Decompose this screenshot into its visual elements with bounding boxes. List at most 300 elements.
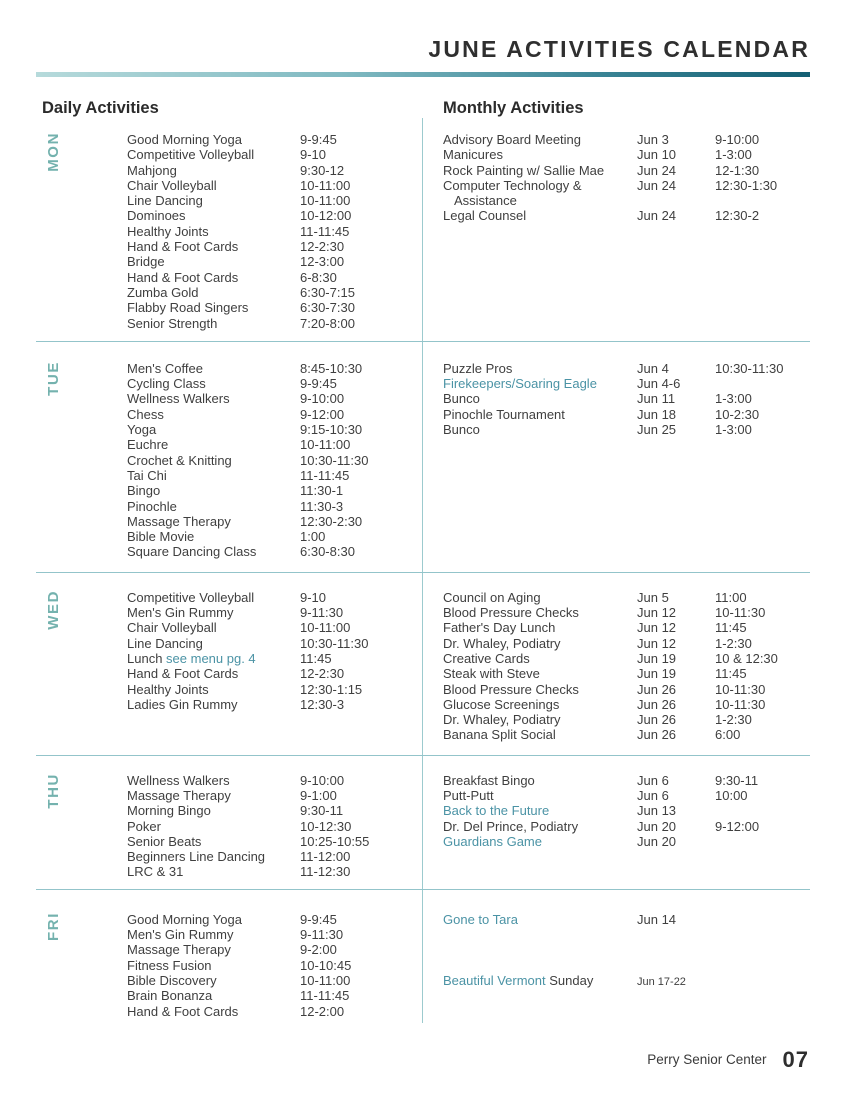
activity-time: 6:30-7:30	[300, 300, 355, 316]
activity-name-line	[127, 468, 300, 483]
activity-date: Jun 5	[637, 589, 669, 605]
activity-name: Hand & Foot Cards	[127, 666, 239, 682]
daily-activity-row	[127, 849, 422, 864]
activity-time: 10-11:00	[300, 437, 351, 453]
activity-name-line	[443, 712, 637, 727]
activity-name: Massage Therapy	[127, 513, 231, 529]
activity-name: Mahjong	[127, 162, 177, 178]
activity-time: 9-11:30	[300, 927, 344, 943]
activity-name: Men's Gin Rummy	[127, 927, 234, 943]
monthly-activities-list	[422, 890, 810, 1023]
activity-name-line	[127, 453, 300, 468]
activity-name: Dr. Whaley, Podiatry	[443, 635, 561, 651]
day-label: WED	[45, 589, 62, 630]
activity-name: Ladies Gin Rummy	[127, 696, 238, 712]
activity-name-line	[443, 178, 637, 193]
activity-name-line	[127, 529, 300, 544]
activity-name-cell	[127, 682, 300, 697]
activity-time: 7:20-8:00	[300, 315, 355, 331]
activity-name: Chair Volleyball	[127, 177, 217, 193]
activity-name-cell	[127, 834, 300, 849]
organization-name: Perry Senior Center	[647, 1052, 767, 1068]
activity-name-cell	[127, 147, 300, 162]
activity-name-cell	[443, 605, 637, 620]
daily-activity-row	[127, 864, 422, 879]
monthly-activity-row	[443, 697, 810, 712]
activity-name-line	[127, 927, 300, 942]
activity-name-line	[127, 391, 300, 406]
activity-name-line	[127, 697, 300, 712]
daily-activity-row	[127, 316, 422, 331]
activity-link[interactable]: Firekeepers/Soaring Eagle	[443, 376, 597, 392]
activity-date: Jun 12	[637, 635, 677, 651]
activity-date: Jun 13	[637, 803, 677, 819]
activity-name-cell	[127, 912, 300, 927]
activity-name-cell	[127, 132, 300, 147]
activity-name-cell	[127, 958, 300, 973]
monthly-activity-row	[443, 590, 810, 605]
activity-name-cell	[127, 300, 300, 315]
activity-name: Wellness Walkers	[127, 391, 230, 407]
activity-time: 12-2:30	[300, 239, 345, 255]
activity-name-line	[443, 819, 637, 834]
activity-name: Dominoes	[127, 208, 186, 224]
monthly-activity-row	[443, 361, 810, 376]
monthly-activity-row	[443, 163, 810, 178]
activity-date: Jun 20	[637, 833, 677, 849]
activity-time: 11:30-1	[300, 483, 344, 499]
monthly-activity-row	[443, 147, 810, 162]
activity-name-cell	[127, 178, 300, 193]
activity-time: 11-11:45	[300, 988, 350, 1004]
activity-name-line	[127, 988, 300, 1003]
activity-name-line	[127, 590, 300, 605]
activity-time: 9-10:00	[715, 132, 760, 147]
activity-time: 11:45	[300, 650, 332, 666]
activity-time: 12-3:00	[300, 254, 345, 270]
activity-name: Blood Pressure Checks	[443, 681, 579, 697]
activity-name-cell	[443, 620, 637, 635]
activity-name-line	[443, 803, 637, 818]
activity-name: Pinochle	[127, 498, 177, 514]
daily-activity-row	[127, 605, 422, 620]
daily-activities-list	[127, 890, 422, 1023]
activity-name: Pinochle Tournament	[443, 406, 565, 422]
activity-name-cell	[127, 942, 300, 957]
activity-name-cell	[127, 973, 300, 988]
activity-name: LRC & 31	[127, 864, 184, 880]
activity-name-cell	[443, 973, 637, 988]
daily-activity-row	[127, 391, 422, 406]
monthly-activity-row	[443, 178, 810, 209]
activity-time: 10-11:00	[300, 972, 351, 988]
activity-time: 9-2:00	[300, 942, 337, 958]
monthly-activity-row	[443, 666, 810, 681]
activity-date: Jun 19	[637, 650, 677, 666]
activity-name-cell	[127, 514, 300, 529]
activity-name-cell	[127, 499, 300, 514]
day-label-column	[36, 573, 127, 755]
daily-activity-row	[127, 514, 422, 529]
activity-name-cell	[443, 834, 637, 849]
monthly-activity-row	[443, 620, 810, 635]
activity-time: 11:30-3	[300, 498, 344, 514]
activity-link[interactable]: Guardians Game	[443, 833, 542, 849]
activity-name-line	[443, 391, 637, 406]
activity-name-cell	[127, 437, 300, 452]
daily-activity-row	[127, 1004, 422, 1019]
activity-name: Dr. Del Prince, Podiatry	[443, 818, 579, 834]
activity-name-cell	[443, 407, 637, 422]
day-label-column	[36, 756, 127, 889]
activity-name-cell	[443, 208, 637, 223]
activity-name: Puzzle Pros	[443, 360, 513, 376]
activity-name-cell	[443, 682, 637, 697]
activity-name-cell	[127, 819, 300, 834]
activity-name-line	[443, 636, 637, 651]
activity-name-line	[127, 864, 300, 879]
activity-name: Tai Chi	[127, 467, 167, 483]
daily-activity-row	[127, 788, 422, 803]
monthly-activity-row	[443, 912, 810, 927]
activity-name: Massage Therapy	[127, 942, 231, 958]
activity-name-line	[127, 132, 300, 147]
activity-date: Jun 6	[637, 772, 669, 788]
activity-time: 10-11:30	[715, 681, 766, 697]
activity-name: Bunco	[443, 391, 480, 407]
activity-name-cell	[127, 483, 300, 498]
activity-name-cell	[127, 590, 300, 605]
activity-name-line	[127, 651, 300, 666]
activity-time: 10-2:30	[715, 406, 760, 422]
activity-name-cell	[127, 803, 300, 818]
activity-time: 11:45	[715, 620, 747, 636]
activity-time: 10-11:00	[300, 620, 351, 636]
activity-name-cell	[127, 849, 300, 864]
activity-name-cell	[443, 712, 637, 727]
activity-date: Jun 12	[637, 620, 677, 636]
activity-name: Council on Aging	[443, 589, 541, 605]
title-underline-rule	[36, 72, 810, 77]
activity-name-line	[443, 422, 637, 437]
activity-name-line	[127, 316, 300, 331]
daily-activities-list	[127, 573, 422, 755]
activity-name: Computer Technology &	[443, 177, 582, 193]
day-section-fri	[36, 890, 810, 1023]
activity-time: 10:30-11:30	[300, 452, 369, 468]
page-number: 07	[782, 1046, 809, 1072]
activity-name-cell	[127, 422, 300, 437]
activity-time: 12:30-1:30	[715, 177, 778, 193]
activity-date: Jun 14	[637, 911, 677, 927]
activity-name: Euchre	[127, 437, 169, 453]
activity-name: Creative Cards	[443, 650, 530, 666]
monthly-activity-row	[443, 651, 810, 666]
activity-name-cell	[443, 163, 637, 178]
activity-time: 10-10:45	[300, 957, 352, 973]
activity-time: 1-3:00	[715, 147, 752, 163]
daily-activity-row	[127, 773, 422, 788]
activity-name-line	[443, 407, 637, 422]
day-label: MON	[45, 132, 62, 172]
activity-date: Jun 26	[637, 727, 677, 743]
activity-name-cell	[127, 620, 300, 635]
activity-name-cell	[127, 988, 300, 1003]
activity-time: 12-2:30	[300, 666, 345, 682]
activity-time: 9-12:00	[715, 818, 760, 834]
activity-time: 9-10:00	[300, 391, 345, 407]
activity-name-cell	[443, 912, 637, 927]
activity-name-line	[443, 147, 637, 162]
activity-name-line	[443, 132, 637, 147]
activity-name-line	[443, 727, 637, 742]
activity-date: Jun 6	[637, 787, 669, 803]
activity-name: Competitive Volleyball	[127, 147, 255, 163]
activity-time: 1-3:00	[715, 391, 752, 407]
activity-time: 12:30-1:15	[300, 681, 363, 697]
activity-name-cell	[443, 391, 637, 406]
activity-name: Lunch	[127, 650, 167, 666]
activity-time: 10:30-11:30	[715, 360, 784, 376]
activity-name-line	[127, 376, 300, 391]
monthly-activity-row	[443, 773, 810, 788]
activity-link[interactable]: Gone to Tara	[443, 911, 518, 927]
activity-time: 1-2:30	[715, 712, 752, 728]
activity-name-cell	[127, 927, 300, 942]
activity-name: Steak with Steve	[443, 666, 540, 682]
activity-date: Jun 17-22	[637, 976, 686, 989]
activity-name-cell	[127, 529, 300, 544]
activity-time: 12:30-2	[715, 208, 760, 224]
activity-time: 9-11:30	[300, 605, 344, 621]
activity-name-line	[443, 773, 637, 788]
daily-activity-row	[127, 468, 422, 483]
activity-name-line	[127, 178, 300, 193]
activity-time: 8:45-10:30	[300, 360, 363, 376]
activity-name-line	[127, 208, 300, 223]
activity-name: Line Dancing	[127, 193, 203, 209]
activity-name-line	[127, 973, 300, 988]
monthly-activity-row	[443, 391, 810, 406]
activity-time: 9-10	[300, 589, 327, 605]
activity-name-line	[127, 437, 300, 452]
daily-activity-row	[127, 453, 422, 468]
activity-name-line	[127, 163, 300, 178]
activity-name-cell	[443, 422, 637, 437]
day-label: THU	[45, 772, 62, 809]
activity-time: 11-11:45	[300, 223, 350, 239]
activity-name-cell	[127, 666, 300, 681]
activity-date: Jun 4	[637, 360, 669, 376]
monthly-activity-row	[443, 422, 810, 437]
activity-date: Jun 25	[637, 422, 677, 438]
activity-name-cell	[127, 316, 300, 331]
activity-time: 9:30-12	[300, 162, 345, 178]
activity-time: 9-10	[300, 147, 327, 163]
monthly-activity-row	[443, 208, 810, 223]
daily-activity-row	[127, 407, 422, 422]
activity-name-cell	[127, 453, 300, 468]
activity-name-line	[127, 819, 300, 834]
activity-time: 9-9:45	[300, 132, 337, 147]
monthly-activity-row	[443, 636, 810, 651]
activity-name-line	[443, 651, 637, 666]
daily-activity-row	[127, 208, 422, 223]
activity-name-line	[443, 590, 637, 605]
activity-date: Jun 19	[637, 666, 677, 682]
activity-name-cell	[443, 803, 637, 818]
activity-name: Chair Volleyball	[127, 620, 217, 636]
activity-time: 12-2:00	[300, 1003, 345, 1019]
activity-date: Jun 26	[637, 712, 677, 728]
activity-name-cell	[127, 651, 300, 666]
activity-name-line	[443, 376, 637, 391]
activity-date: Jun 10	[637, 147, 677, 163]
activity-name-second-line: Assistance	[454, 193, 517, 209]
daily-activity-row	[127, 590, 422, 605]
activity-time: 11:00	[715, 589, 747, 605]
activity-name-cell	[443, 727, 637, 742]
activity-time: 6:30-7:15	[300, 284, 355, 300]
day-sections	[36, 118, 810, 1023]
activity-time: 12-1:30	[715, 162, 760, 178]
daily-activity-row	[127, 499, 422, 514]
activity-time: 9:30-11	[715, 772, 759, 788]
activity-time: 11:45	[715, 666, 747, 682]
monthly-activity-row	[443, 973, 810, 990]
activity-name-cell	[127, 697, 300, 712]
column-headers	[36, 99, 810, 118]
monthly-activity-row	[443, 712, 810, 727]
activity-name-line	[443, 682, 637, 697]
activity-date: Jun 26	[637, 696, 677, 712]
daily-activity-row	[127, 300, 422, 315]
activity-name-line	[443, 912, 637, 927]
activity-time: 9-12:00	[300, 406, 345, 422]
activity-name-cell	[443, 178, 637, 209]
activity-name-cell	[443, 361, 637, 376]
daily-activity-row	[127, 636, 422, 651]
monthly-activities-header: Monthly Activities	[443, 99, 584, 117]
activity-time: 11-12:30	[300, 864, 351, 880]
daily-activities-list	[127, 756, 422, 889]
activity-name-cell	[443, 819, 637, 834]
activity-name: Healthy Joints	[127, 223, 209, 239]
activity-name-line	[443, 163, 637, 178]
activity-name-line	[127, 620, 300, 635]
activity-name-line	[127, 147, 300, 162]
activity-name: Banana Split Social	[443, 727, 556, 743]
activity-name-suffix: Sunday	[545, 973, 594, 989]
activity-name-line	[127, 544, 300, 559]
activity-date: Jun 12	[637, 605, 677, 621]
activity-time: 11-11:45	[300, 467, 350, 483]
activity-name: Line Dancing	[127, 635, 203, 651]
activity-time: 1-3:00	[715, 422, 752, 438]
activity-name: Legal Counsel	[443, 208, 527, 224]
activity-name-cell	[127, 224, 300, 239]
activity-name: Hand & Foot Cards	[127, 1003, 239, 1019]
activity-name: Square Dancing Class	[127, 544, 257, 560]
activity-name-cell	[127, 1004, 300, 1019]
activity-name: Advisory Board Meeting	[443, 132, 582, 147]
activity-time: 10:25-10:55	[300, 833, 370, 849]
activity-name-line	[127, 270, 300, 285]
day-label-column	[36, 890, 127, 1023]
activity-name: Wellness Walkers	[127, 772, 230, 788]
daily-activity-row	[127, 834, 422, 849]
day-section-wed	[36, 573, 810, 756]
activity-name-line	[127, 912, 300, 927]
activity-name: Manicures	[443, 147, 503, 163]
daily-activity-row	[127, 132, 422, 147]
daily-activity-row	[127, 178, 422, 193]
activity-name-cell	[127, 788, 300, 803]
monthly-activity-row	[443, 819, 810, 834]
activity-name-line	[127, 666, 300, 681]
monthly-activities-list	[422, 118, 810, 341]
activity-name-cell	[127, 193, 300, 208]
activity-time: 10-11:00	[300, 177, 351, 193]
activity-link[interactable]: Back to the Future	[443, 803, 550, 819]
activity-name: Hand & Foot Cards	[127, 239, 239, 255]
activity-date: Jun 24	[637, 177, 677, 193]
activity-time: 10:30-11:30	[300, 635, 369, 651]
daily-activity-row	[127, 988, 422, 1003]
activity-name-line	[127, 483, 300, 498]
daily-activity-row	[127, 958, 422, 973]
activity-name-line	[443, 605, 637, 620]
activity-name-line	[127, 254, 300, 269]
activity-link[interactable]: see menu pg. 4	[166, 650, 256, 666]
activity-date: Jun 24	[637, 208, 677, 224]
activity-name-line	[127, 803, 300, 818]
monthly-activity-row	[443, 376, 810, 391]
activity-time: 9-1:00	[300, 787, 337, 803]
daily-activity-row	[127, 620, 422, 635]
monthly-activity-row	[443, 834, 810, 849]
activity-name: Yoga	[127, 422, 157, 438]
daily-activity-row	[127, 437, 422, 452]
activity-name: Men's Gin Rummy	[127, 605, 234, 621]
day-section-thu	[36, 756, 810, 890]
activity-name-line	[443, 620, 637, 635]
activity-time: 9-9:45	[300, 911, 337, 927]
daily-activities-list	[127, 342, 422, 572]
activity-name: Zumba Gold	[127, 284, 199, 300]
activity-name: Father's Day Lunch	[443, 620, 556, 636]
monthly-activity-row	[443, 803, 810, 818]
activity-name-line	[127, 407, 300, 422]
activity-name-cell	[127, 773, 300, 788]
activity-time: 12:30-3	[300, 696, 345, 712]
activity-link[interactable]: Beautiful Vermont	[443, 973, 546, 989]
activity-name-cell	[443, 590, 637, 605]
daily-activities-header: Daily Activities	[42, 99, 159, 117]
activity-name-line	[127, 285, 300, 300]
day-label-column	[36, 118, 127, 341]
monthly-activities-list	[422, 342, 810, 572]
daily-activity-row	[127, 361, 422, 376]
activity-name-line	[127, 300, 300, 315]
activity-name: Competitive Volleyball	[127, 589, 255, 605]
activity-name: Hand & Foot Cards	[127, 269, 239, 285]
activity-name-cell	[127, 361, 300, 376]
daily-activity-row	[127, 285, 422, 300]
daily-activities-list	[127, 118, 422, 341]
activity-time: 9-9:45	[300, 376, 337, 392]
activity-name: Good Morning Yoga	[127, 911, 242, 927]
